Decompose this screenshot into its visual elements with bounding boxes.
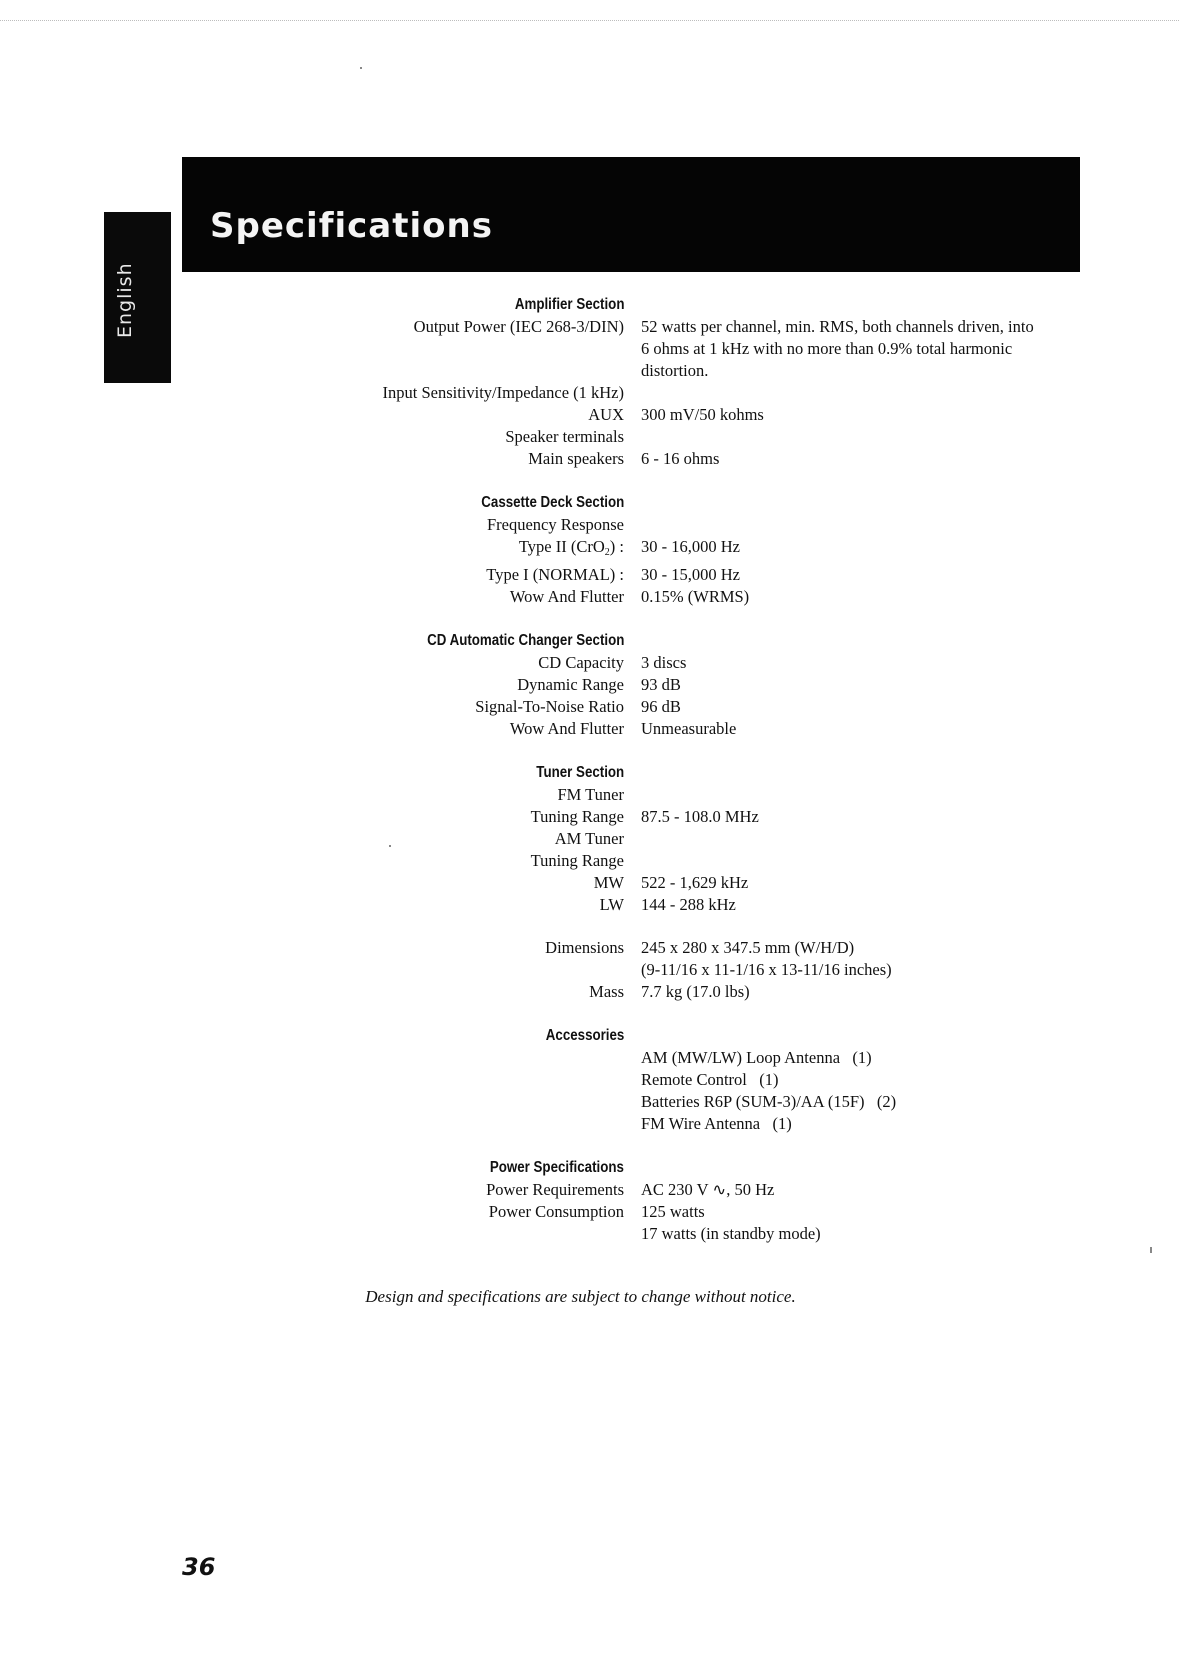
spec-label: Main speakers (528, 449, 624, 468)
scan-speck (360, 67, 362, 69)
spec-row (0, 652, 1179, 674)
spec-row (0, 1201, 1179, 1245)
spec-label: Type II (CrO$_2$) : (518, 537, 624, 558)
spec-label: FM Tuner (557, 785, 624, 804)
spec-value: 125 watts 17 watts (in standby mode) (641, 1202, 821, 1243)
section-heading: CD Automatic Changer Section (426, 632, 624, 649)
spec-row (0, 828, 1179, 850)
spec-value (641, 828, 1081, 850)
spec-value: 522 - 1,629 kHz (641, 873, 749, 892)
spec-value (641, 784, 1081, 806)
spec-label: AUX (588, 405, 624, 424)
spec-label: Mass (589, 982, 624, 1001)
spec-label: Signal-To-Noise Ratio (475, 697, 624, 716)
title-bar (182, 157, 1080, 272)
section-heading: Accessories (545, 1027, 624, 1044)
page-title: Specifications (210, 206, 493, 246)
spec-label: Power Requirements (486, 1180, 624, 1199)
spec-value: Unmeasurable (641, 719, 737, 738)
spec-value: 300 mV/50 kohms (641, 405, 764, 424)
spec-value: 245 x 280 x 347.5 mm (W/H/D) (9-11/16 x 11-1/16 x 13-11/16 inches) (641, 938, 892, 979)
section-gap (0, 1135, 1179, 1156)
spec-row (0, 514, 1179, 536)
spec-label: CD Capacity (538, 653, 624, 672)
section-heading-row (0, 1024, 1179, 1047)
spec-label: Wow And Flutter (509, 719, 624, 738)
language-tab-label: English (114, 262, 136, 338)
section-heading-row (0, 629, 1179, 652)
spec-row (0, 564, 1179, 586)
spec-value: 3 discs (641, 653, 687, 672)
spec-row (0, 426, 1179, 448)
section-heading: Cassette Deck Section (480, 494, 624, 511)
spec-label: AM Tuner (554, 829, 624, 848)
spec-value: AM (MW/LW) Loop Antenna (1) Remote Control (1) Batteries R6P (SUM-3)/AA (15F) (2) FM Wire Antenna (1) (641, 1048, 897, 1133)
spec-label: Type I (NORMAL) : (486, 565, 624, 584)
spec-label: Power Consumption (488, 1202, 624, 1221)
spec-label: Dimensions (545, 938, 624, 957)
spec-value: 87.5 - 108.0 MHz (641, 807, 759, 826)
section-heading-row (0, 293, 1179, 316)
spec-value: 93 dB (641, 675, 681, 694)
spec-label: Tuning Range (530, 851, 624, 870)
spec-row (0, 872, 1179, 894)
spec-value: 30 - 15,000 Hz (641, 565, 740, 584)
spec-row (0, 850, 1179, 872)
spec-row (0, 806, 1179, 828)
spec-row (0, 1047, 1179, 1135)
spec-value (641, 514, 1081, 536)
spec-value: 144 - 288 kHz (641, 895, 736, 914)
spec-row (0, 784, 1179, 806)
spec-value: 30 - 16,000 Hz (641, 537, 740, 556)
section-gap (0, 470, 1179, 491)
spec-row (0, 404, 1179, 426)
spec-value: 6 - 16 ohms (641, 449, 720, 468)
spec-value (641, 850, 1081, 872)
spec-label: Input Sensitivity/Impedance (1 kHz) (382, 383, 624, 402)
footnote: Design and specifications are subject to change without notice. (365, 1287, 796, 1306)
page-number: 36 (182, 1553, 216, 1581)
spec-row (0, 536, 1179, 564)
spec-label: Frequency Response (486, 515, 624, 534)
spec-value (641, 382, 1081, 404)
spec-row (0, 448, 1179, 470)
spec-row (0, 1179, 1179, 1201)
spec-value: 0.15% (WRMS) (641, 587, 750, 606)
spec-value (641, 426, 1081, 448)
spec-row (0, 981, 1179, 1003)
spec-value: 96 dB (641, 697, 681, 716)
section-gap (0, 608, 1179, 629)
section-heading: Power Specifications (489, 1159, 624, 1176)
section-gap (0, 916, 1179, 937)
section-gap (0, 740, 1179, 761)
spec-row (0, 718, 1179, 740)
spec-label: Speaker terminals (505, 427, 624, 446)
spec-label (0, 1047, 624, 1135)
spec-value: 7.7 kg (17.0 lbs) (641, 982, 750, 1001)
spec-row (0, 937, 1179, 981)
spec-value: AC 230 V ∿, 50 Hz (641, 1180, 775, 1199)
spec-row (0, 316, 1179, 382)
section-heading: Tuner Section (536, 764, 624, 781)
spec-label: Dynamic Range (517, 675, 624, 694)
spec-label: Tuning Range (530, 807, 624, 826)
spec-row (0, 382, 1179, 404)
spec-row (0, 674, 1179, 696)
spec-label: Output Power (IEC 268-3/DIN) (413, 317, 624, 336)
spec-row (0, 894, 1179, 916)
section-heading-row (0, 761, 1179, 784)
section-heading: Amplifier Section (514, 296, 624, 313)
spec-label: MW (593, 873, 624, 892)
scan-speck (1150, 1247, 1152, 1253)
spec-row (0, 696, 1179, 718)
spec-label: Wow And Flutter (509, 587, 624, 606)
spec-label: LW (599, 895, 624, 914)
spec-row (0, 586, 1179, 608)
specifications-list (0, 293, 1179, 1245)
top-dotted-rule (0, 20, 1179, 22)
section-gap (0, 1003, 1179, 1024)
spec-value: 52 watts per channel, min. RMS, both channels driven, into 6 ohms at 1 kHz with no more than 0.9% total harmonic distortion. (641, 317, 1034, 380)
scan-speck (389, 845, 391, 847)
section-heading-row (0, 491, 1179, 514)
section-heading-row (0, 1156, 1179, 1179)
